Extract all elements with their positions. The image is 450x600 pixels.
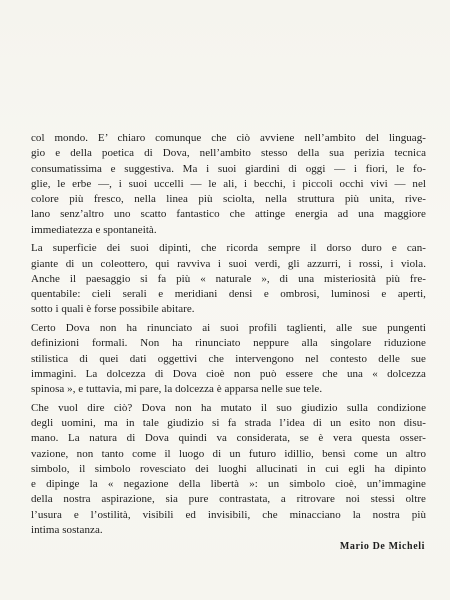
text-line: Anche il paesaggio si fa più « naturale », di una misteriosità più fre- xyxy=(31,272,426,285)
text-line: lano senz’altro uno scatto fantastico che attinge energia ad una maggiore xyxy=(31,208,426,221)
text-line: gio e della poetica di Dova, nell’ambito stesso della sua perizia tecnica xyxy=(31,147,426,160)
text-line: glie, le erbe —, i suoi uccelli — le ali, i becchi, i piccoli occhi vivi — nel xyxy=(31,177,426,190)
text-line: vazione, non tanto come il luogo di un futuro idillio, bensì come un altro xyxy=(31,447,426,460)
text-line: Che vuol dire ciò? Dova non ha mutato il suo giudizio sulla condizione xyxy=(31,401,426,414)
paragraph xyxy=(31,241,426,317)
text-line: simbolo, il simbolo rovesciato dei luoghi allucinati in cui egli ha dipinto xyxy=(31,462,426,475)
text-line: e dipinge la « negazione della libertà »: un simbolo cioè, un’immagine xyxy=(31,478,426,491)
text-line: della nostra aspirazione, sia pure contrastata, a ritrovare noi stessi oltre xyxy=(31,493,426,506)
text-line: degli uomini, ma in tale giudizio si fa strada l’idea di un esito non disu- xyxy=(31,416,426,429)
text-line: stilistica di quei dati oggettivi che intervengono nel contesto delle sue xyxy=(31,352,426,365)
text-line: consumatissima e suggestiva. Ma i suoi giardini di oggi — i fiori, le fo- xyxy=(31,162,426,175)
text-line: definizioni formali. Non ha rinunciato neppure alla singolare riduzione xyxy=(31,337,426,350)
text-line: sotto i quali è forse possibile abitare. xyxy=(31,303,195,316)
text-line: quentabile: cieli serali e meridiani densi e ombrosi, luminosi e aperti, xyxy=(31,288,426,301)
text-line: spinosa », e tuttavia, mi pare, la dolcezza è apparsa nelle sue tele. xyxy=(31,383,323,396)
text-line: l’usura e l’ostilità, visibili ed invisibili, che minacciano la nostra più xyxy=(31,508,426,521)
paragraph xyxy=(31,401,426,539)
text-line: immagini. La dolcezza di Dova cioè non può essere che una « dolcezza xyxy=(31,367,426,380)
article-body xyxy=(31,131,426,541)
text-line: La superficie dei suoi dipinti, che ricorda sempre il dorso duro e can- xyxy=(31,242,426,255)
text-line: intima sostanza. xyxy=(31,523,103,536)
paragraph xyxy=(31,131,426,238)
author-signature: Mario De Micheli xyxy=(339,541,425,552)
text-line: giante di un coleottero, qui ravviva i suoi verdi, gli azzurri, i rossi, i viola. xyxy=(31,257,426,270)
paragraph xyxy=(31,321,426,397)
text-line: immediatezza e spontaneità. xyxy=(31,223,157,236)
text-line: Certo Dova non ha rinunciato ai suoi profili taglienti, alle sue pungenti xyxy=(31,321,426,334)
text-line: mano. La natura di Dova quindi va considerata, se è vera questa osser- xyxy=(31,432,426,445)
text-line: colore più fresco, nella linea più sciolta, nella struttura più unita, rive- xyxy=(31,193,426,206)
text-line: col mondo. E’ chiaro comunque che ciò avviene nell’ambito del linguag- xyxy=(31,132,426,144)
